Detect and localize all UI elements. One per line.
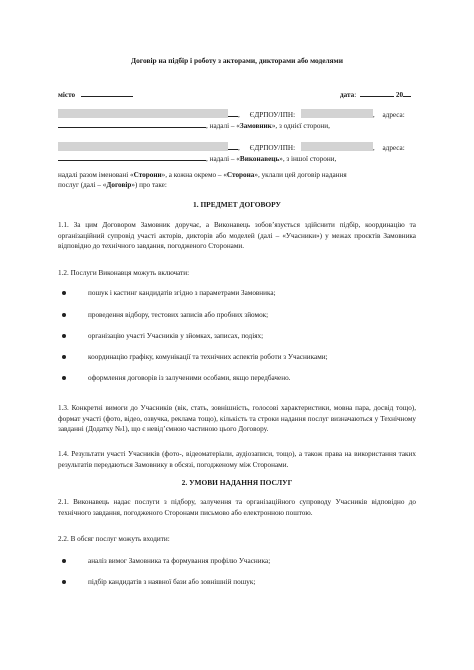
intro-line-1: надалі разом іменовані «Сторони», а кожна окремо – «Сторона», уклали цей договір надання [58,171,347,179]
date-year: 20 [395,91,404,99]
clause-1-3: 1.3. Конкретні вимоги до Учасників (вік, стать, зовнішність, голосові характеристики, мовна пара, досвід тощо), формат участі (фото, відео, озвучка, реклама тощо), кількість та строки надання послуг визначаються у Технічному завданні (Додатку №1), що є невід’ємною частиною цього Договору. [58,404,416,434]
bullet-icon [62,291,66,295]
sides-term: Сторони [133,171,162,179]
executor-line-2 [58,152,336,165]
executor-role: Виконавець [239,155,280,163]
city-line [58,88,133,101]
date-line: дата: 20 [340,88,411,101]
document-title: Договір на підбір і роботу з акторами, дикторами або моделями [131,56,343,65]
customer-address-blank[interactable] [58,119,206,128]
bullet-icon [62,580,66,584]
customer-line-2 [58,119,330,132]
intro-line-2: послуг (далі – «Договір») про таке: [58,181,167,189]
executor-edrpou-field[interactable] [301,142,373,151]
document-page: Договір на підбір і роботу з акторами, дикторами або моделями місто дата: 20 , ЄДРПОУ/ІПН: , адреса: , надалі – «Замовник», з однієї сторони, , ЄДРПОУ/ІПН: , адреса: , надалі – «Виконавець», з іншої сторони, надалі разом іменовані «Сторони», а кожна окремо – «Сторона», уклали цей договір надання послуг (далі – «Договір») про таке: 1. ПРЕДМЕТ ДОГОВОРУ 1.1. За цим Договором Замовник доручає, а Виконавець зобов’язується здійснити підбір, координацію та організаційний супровід участі акторів, дикторів або моделей (далі – «Учасники») у межах проєктів Замовника відповідно до технічного завдання, погодженого Сторонами. 1.2. Послуги Виконавця можуть включати: пошук і кастинг кандидатів згідно з параметрами Замовника; проведення відбору, тестових записів або пробних зйомок; організацію участі Учасників у зйомках, записах, подіях; координацію графіку, комунікації та технічних аспектів роботи з Учасниками; оформлення договорів із залученими особами, якщо передбачено. 1.3. Конкретні вимоги до Учасників (вік, стать, зовнішність, голосові характеристики, мовна пара, досвід тощо), формат участі (фото, відео, озвучка, реклама тощо), кількість та строки надання послуг визначаються у Технічному завданні (Додатку №1), що є невід’ємною частиною цього Договору. 1.4. Результати участі Учасників (фото-, відеоматеріали, аудіозаписи, тощо), а також права на використання таких результатів передаються Замовнику в обсязі, погодженому між Сторонами. 2. УМОВИ НАДАННЯ ПОСЛУГ 2.1. Виконавець надає послуги з підбору, залучення та організаційного супроводу Учасників відповідно до технічного завдання, погодженого Сторонами письмово або електронною поштою. 2.2. В обсяг послуг можуть входити: аналіз вимог Замовника та формування профілю Учасника; підбір кандидатів з наявної бази або зовнішній пошук; [0,0,474,670]
clause-2-2: 2.2. В обсяг послуг можуть входити: [58,535,170,543]
executor-address-label: адреса: [382,144,405,152]
executor-edrpou-label: ЄДРПОУ/ІПН: [249,144,296,152]
executor-line-1: , ЄДРПОУ/ІПН: , адреса: [58,141,405,154]
customer-edrpou-field[interactable] [301,109,373,118]
agreement-term: Договір [106,181,132,189]
customer-text-1: , надалі – « [206,122,240,130]
section-2-heading: 2. УМОВИ НАДАННЯ ПОСЛУГ [181,478,293,487]
city-label: місто [58,91,76,99]
bullet-icon [62,355,66,359]
executor-text-1: , надалі – « [206,155,240,163]
clause-1-1: 1.1. За цим Договором Замовник доручає, а Виконавець зобов’язується здійснити підбір, координацію та організаційний супровід участі акторів, дикторів або моделей (далі – «Учасники») у межах проєктів Замовника відповідно до технічного завдання, погодженого Сторонами. [58,221,416,251]
city-blank[interactable] [81,88,133,97]
customer-role: Замовник [239,122,272,130]
date-blank[interactable] [360,88,394,97]
clause-2-1: 2.1. Виконавець надає послуги з підбору, залучення та організаційного супроводу Учасників відповідно до технічного завдання, погодженого Сторонами письмово або електронною поштою. [58,498,416,517]
bullet-icon [62,334,66,338]
executor-text-2: », з іншої сторони, [279,155,337,163]
customer-line-1: , ЄДРПОУ/ІПН: , адреса: [58,108,405,121]
customer-text-2: », з однієї сторони, [271,122,330,130]
bullet-icon [62,376,66,380]
year-blank[interactable] [403,88,411,97]
clause-1-4: 1.4. Результати участі Учасників (фото-, відеоматеріали, аудіозаписи, тощо), а також права на використання таких результатів передаються Замовнику в обсязі, погодженому між Сторонами. [58,450,416,469]
date-label: дата [340,91,355,99]
customer-edrpou-label: ЄДРПОУ/ІПН: [249,111,296,119]
executor-address-blank[interactable] [58,152,206,161]
executor-name-field[interactable] [58,142,228,151]
bullet-icon [62,559,66,563]
bullet-icon [62,313,66,317]
customer-name-field[interactable] [58,109,228,118]
clause-1-2: 1.2. Послуги Виконавця можуть включати: [58,269,190,277]
section-1-heading: 1. ПРЕДМЕТ ДОГОВОРУ [193,200,281,209]
side-term: Сторона [226,171,255,179]
customer-address-label: адреса: [382,111,405,119]
